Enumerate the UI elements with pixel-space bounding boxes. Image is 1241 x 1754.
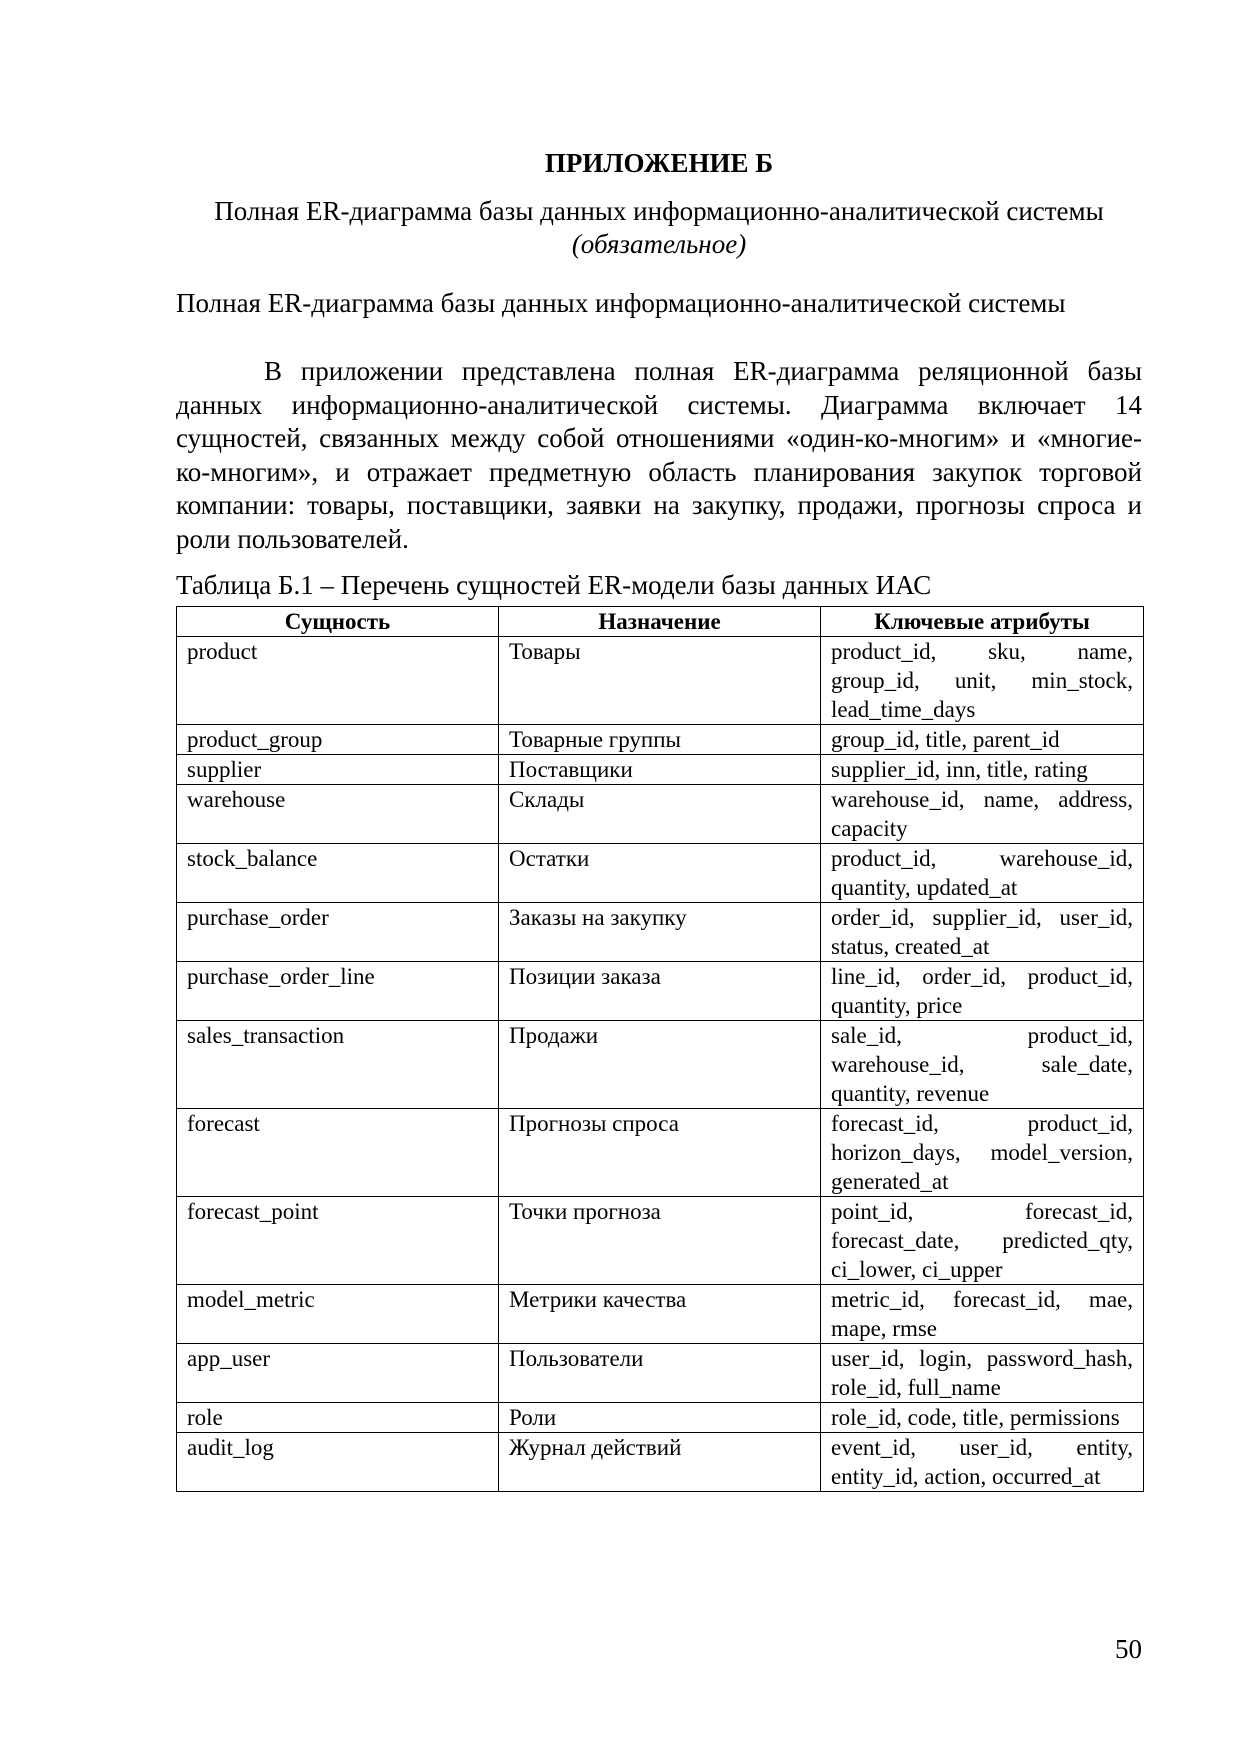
- entity-name-cell: purchase_order: [177, 903, 499, 962]
- entity-attributes-cell: metric_id, forecast_id, mae, mape, rmse: [821, 1285, 1144, 1344]
- appendix-title: Полная ER-диаграмма базы данных информационно-аналитической системы: [214, 196, 1104, 226]
- entity-purpose-cell: Журнал действий: [499, 1433, 821, 1492]
- entity-purpose-cell: Позиции заказа: [499, 962, 821, 1021]
- table-row: [177, 785, 1144, 844]
- entity-purpose-cell: Метрики качества: [499, 1285, 821, 1344]
- table-caption: Таблица Б.1 – Перечень сущностей ER-модели базы данных ИАС: [176, 570, 932, 600]
- entity-attributes-cell: warehouse_id, name, address, capacity: [821, 785, 1144, 844]
- table-row: [177, 962, 1144, 1021]
- document-page: [176, 0, 1142, 1754]
- entity-attributes-cell: sale_id, product_id, warehouse_id, sale_date, quantity, revenue: [821, 1021, 1144, 1109]
- entity-name-cell: app_user: [177, 1344, 499, 1403]
- entity-name-cell: forecast: [177, 1109, 499, 1197]
- entity-attributes-cell: group_id, title, parent_id: [821, 725, 1144, 755]
- entity-name-cell: purchase_order_line: [177, 962, 499, 1021]
- entity-attributes-cell: role_id, code, title, permissions: [821, 1403, 1144, 1433]
- entity-name-cell: stock_balance: [177, 844, 499, 903]
- entity-attributes-cell: user_id, login, password_hash, role_id, full_name: [821, 1344, 1144, 1403]
- entity-purpose-cell: Остатки: [499, 844, 821, 903]
- entity-attributes-cell: line_id, order_id, product_id, quantity, price: [821, 962, 1144, 1021]
- table-row: [177, 1109, 1144, 1197]
- entity-name-cell: forecast_point: [177, 1197, 499, 1285]
- entity-table: [176, 606, 1144, 1492]
- appendix-heading: ПРИЛОЖЕНИЕ Б: [544, 148, 774, 178]
- table-row: [177, 903, 1144, 962]
- entity-attributes-cell: product_id, warehouse_id, quantity, updated_at: [821, 844, 1144, 903]
- entity-attributes-cell: product_id, sku, name, group_id, unit, min_stock, lead_time_days: [821, 637, 1144, 725]
- entity-purpose-cell: Точки прогноза: [499, 1197, 821, 1285]
- entity-name-cell: supplier: [177, 755, 499, 785]
- table-row: [177, 725, 1144, 755]
- entity-name-cell: sales_transaction: [177, 1021, 499, 1109]
- entity-name-cell: warehouse: [177, 785, 499, 844]
- entity-purpose-cell: Заказы на закупку: [499, 903, 821, 962]
- entity-purpose-cell: Пользователи: [499, 1344, 821, 1403]
- entity-attributes-cell: supplier_id, inn, title, rating: [821, 755, 1144, 785]
- table-row: [177, 755, 1144, 785]
- entity-name-cell: audit_log: [177, 1433, 499, 1492]
- entity-attributes-cell: point_id, forecast_id, forecast_date, predicted_qty, ci_lower, ci_upper: [821, 1197, 1144, 1285]
- entity-name-cell: product: [177, 637, 499, 725]
- intro-paragraph: В приложении представлена полная ER-диаграмма реляционной базы данных информационно-аналитической системы. Диаграмма включает 14 сущностей, связанных между собой отношениями «один-ко-многим» и «многие-ко-многим», и отражает предметную область планирования закупок торговой компании: товары, поставщики, заявки на закупку, продажи, прогнозы спроса и роли пользователей.: [176, 356, 1142, 554]
- header-entity: Сущность: [177, 607, 499, 637]
- page-number: 50: [1115, 1634, 1142, 1664]
- table-row: [177, 1433, 1144, 1492]
- table-row: [177, 1403, 1144, 1433]
- entity-purpose-cell: Склады: [499, 785, 821, 844]
- table-row: [177, 1344, 1144, 1403]
- entity-name-cell: product_group: [177, 725, 499, 755]
- table-row: [177, 637, 1144, 725]
- table-row: [177, 1021, 1144, 1109]
- header-purpose: Назначение: [499, 607, 821, 637]
- entity-purpose-cell: Товарные группы: [499, 725, 821, 755]
- table-header-row: [177, 607, 1144, 637]
- entity-purpose-cell: Роли: [499, 1403, 821, 1433]
- entity-purpose-cell: Поставщики: [499, 755, 821, 785]
- table-row: [177, 1197, 1144, 1285]
- entity-purpose-cell: Прогнозы спроса: [499, 1109, 821, 1197]
- entity-attributes-cell: order_id, supplier_id, user_id, status, created_at: [821, 903, 1144, 962]
- entity-purpose-cell: Продажи: [499, 1021, 821, 1109]
- section-title: Полная ER-диаграмма базы данных информационно-аналитической системы: [176, 288, 1066, 318]
- table-row: [177, 844, 1144, 903]
- entity-attributes-cell: event_id, user_id, entity, entity_id, action, occurred_at: [821, 1433, 1144, 1492]
- entity-name-cell: role: [177, 1403, 499, 1433]
- entity-attributes-cell: forecast_id, product_id, horizon_days, model_version, generated_at: [821, 1109, 1144, 1197]
- entity-purpose-cell: Товары: [499, 637, 821, 725]
- entity-name-cell: model_metric: [177, 1285, 499, 1344]
- appendix-subtitle: (обязательное): [571, 229, 747, 259]
- table-row: [177, 1285, 1144, 1344]
- header-attributes: Ключевые атрибуты: [821, 607, 1144, 637]
